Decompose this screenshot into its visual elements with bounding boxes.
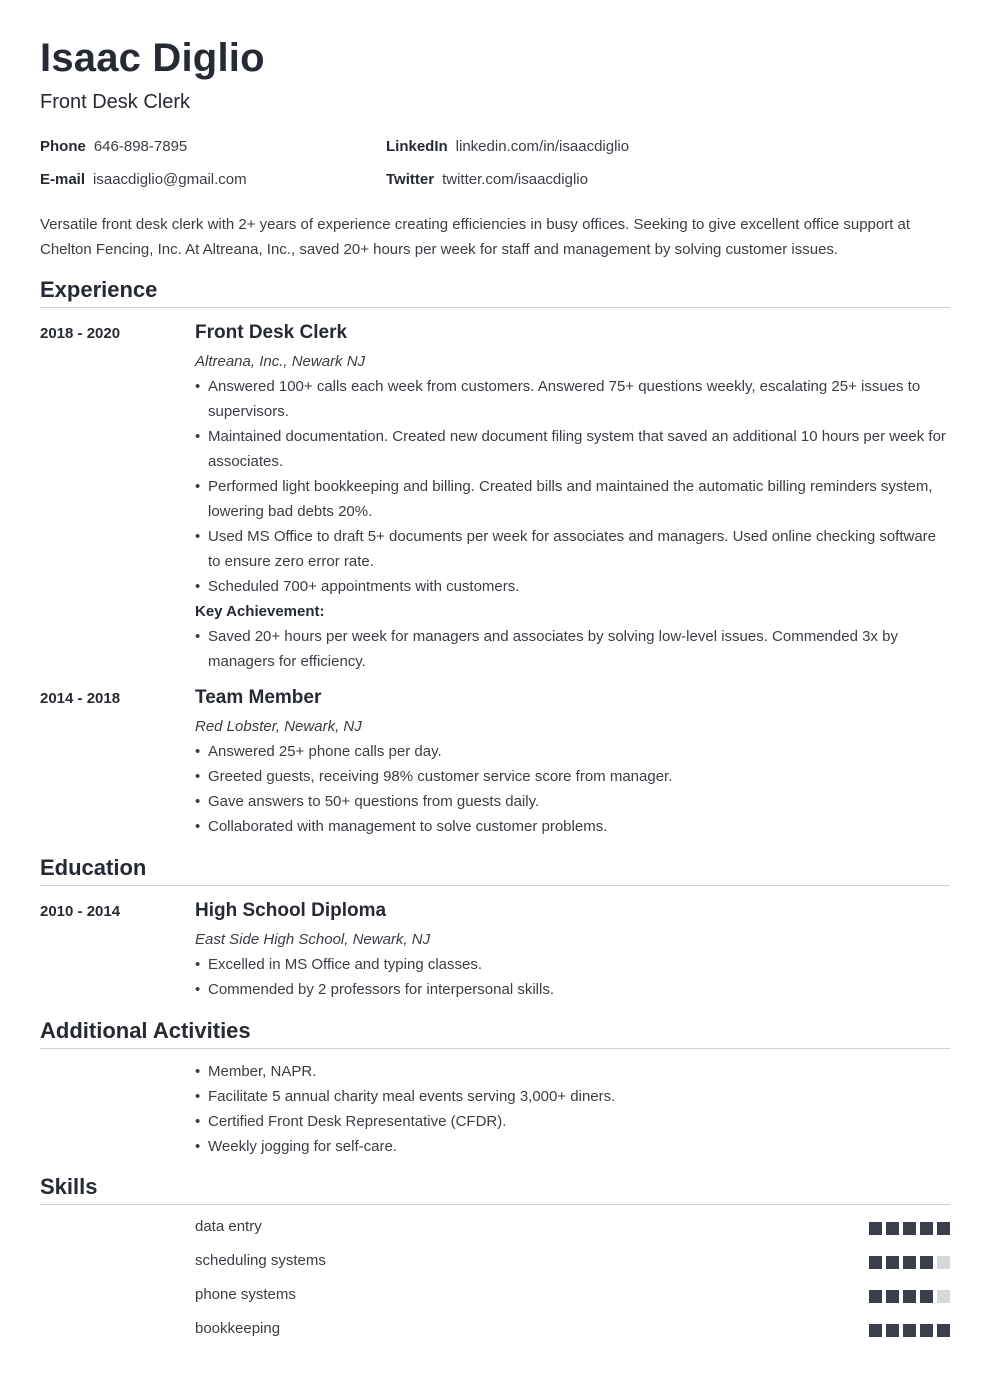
list-item: • Saved 20+ hours per week for managers and associates by solving low-level issues. Commended 3x by managers for efficiency. [195, 624, 950, 674]
key-achievement-label: Key Achievement: [195, 603, 325, 620]
skills-heading: Skills [40, 1174, 950, 1205]
skill-level-meter [869, 1256, 950, 1269]
candidate-name: Isaac Diglio [40, 36, 265, 80]
education-dates: 2010 - 2014 [40, 903, 121, 920]
phone-label: Phone [40, 138, 86, 155]
summary-paragraph: Versatile front desk clerk with 2+ years of experience creating efficiencies in busy offices. Seeking to give excellent office support at Chelton Fencing, Inc. At Altreana, Inc., saved 20+ hours per week for staff and management by solving customer issues. [40, 216, 911, 258]
list-item: • Answered 25+ phone calls per day. [195, 739, 950, 764]
phone-value: 646-898-7895 [93, 138, 188, 155]
list-item: • Member, NAPR. [195, 1059, 950, 1084]
activities-entry [195, 1059, 950, 1159]
skill-level-filled [920, 1324, 933, 1337]
list-item: • Commended by 2 professors for interpersonal skills. [195, 977, 950, 1002]
skill-name: bookkeeping [195, 1320, 281, 1337]
skill-level-filled [869, 1222, 882, 1235]
skill-name: scheduling systems [195, 1252, 326, 1269]
list-item: • Gave answers to 50+ questions from guests daily. [195, 789, 950, 814]
list-item: • Collaborated with management to solve customer problems. [195, 814, 950, 839]
email-value[interactable]: isaacdiglio@gmail.com [93, 171, 247, 188]
experience-heading: Experience [40, 277, 950, 308]
skill-level-filled [903, 1290, 916, 1303]
skill-level-filled [937, 1222, 950, 1235]
activities-heading: Additional Activities [40, 1018, 950, 1049]
skill-row [195, 1320, 950, 1340]
job-1-dates: 2018 - 2020 [40, 325, 121, 342]
skill-name: phone systems [195, 1286, 296, 1303]
activities-bullets [195, 1059, 950, 1159]
list-item: • Maintained documentation. Created new document filing system that saved an additional 10 hours per week for associates. [195, 424, 950, 474]
skill-level-meter [869, 1222, 950, 1235]
job-2-dates: 2014 - 2018 [40, 690, 121, 707]
job-2-company: Red Lobster, Newark, NJ [195, 718, 362, 735]
skill-level-filled [886, 1222, 899, 1235]
list-item: • Facilitate 5 annual charity meal events serving 3,000+ diners. [195, 1084, 950, 1109]
skill-level-filled [937, 1324, 950, 1337]
education-degree: High School Diploma [195, 900, 387, 921]
skill-name: data entry [195, 1218, 262, 1235]
skill-row [195, 1252, 950, 1272]
list-item: • Certified Front Desk Representative (CFDR). [195, 1109, 950, 1134]
linkedin-label: LinkedIn [386, 138, 448, 155]
education-school: East Side High School, Newark, NJ [195, 931, 431, 948]
skill-level-filled [903, 1324, 916, 1337]
job-2-title: Team Member [195, 687, 322, 708]
job-1-title: Front Desk Clerk [195, 322, 348, 343]
job-1-entry [195, 321, 950, 674]
job-2-entry [195, 686, 950, 839]
skill-level-filled [920, 1222, 933, 1235]
email-label: E-mail [40, 171, 86, 188]
skill-level-filled [903, 1256, 916, 1269]
contact-linkedin [386, 138, 629, 155]
candidate-role: Front Desk Clerk [40, 91, 191, 113]
skill-level-empty [937, 1290, 950, 1303]
skill-level-meter [869, 1290, 950, 1303]
skill-level-filled [886, 1324, 899, 1337]
skill-level-filled [886, 1256, 899, 1269]
list-item: • Excelled in MS Office and typing classes. [195, 952, 950, 977]
skill-level-filled [920, 1256, 933, 1269]
skill-level-meter [869, 1324, 950, 1337]
twitter-label: Twitter [386, 171, 435, 188]
skill-level-filled [903, 1222, 916, 1235]
twitter-value[interactable]: twitter.com/isaacdiglio [442, 171, 588, 188]
skill-level-filled [886, 1290, 899, 1303]
contact-email [40, 171, 247, 188]
list-item: • Answered 100+ calls each week from customers. Answered 75+ questions weekly, escalating 25+ issues to supervisors. [195, 374, 950, 424]
skill-level-filled [920, 1290, 933, 1303]
skill-level-filled [869, 1256, 882, 1269]
job-1-company: Altreana, Inc., Newark NJ [195, 353, 366, 370]
education-heading: Education [40, 855, 950, 886]
skill-level-filled [869, 1324, 882, 1337]
skill-level-filled [869, 1290, 882, 1303]
contact-phone [40, 138, 187, 155]
list-item: • Scheduled 700+ appointments with customers. [195, 574, 950, 599]
list-item: • Performed light bookkeeping and billing. Created bills and maintained the automatic billing reminders system, lowering bad debts 20%. [195, 474, 950, 524]
education-bullets [195, 952, 950, 1002]
skill-level-empty [937, 1256, 950, 1269]
linkedin-value[interactable]: linkedin.com/in/isaacdiglio [455, 138, 630, 155]
skill-row [195, 1218, 950, 1238]
job-1-bullets [195, 374, 950, 599]
education-entry [195, 899, 950, 1002]
skill-row [195, 1286, 950, 1306]
job-2-bullets [195, 739, 950, 839]
list-item: • Weekly jogging for self-care. [195, 1134, 950, 1159]
contact-twitter [386, 171, 588, 188]
list-item: • Greeted guests, receiving 98% customer service score from manager. [195, 764, 950, 789]
list-item: • Used MS Office to draft 5+ documents per week for associates and managers. Used online checking software to ensure zero error rate. [195, 524, 950, 574]
key-achievement-bullets [195, 624, 950, 674]
